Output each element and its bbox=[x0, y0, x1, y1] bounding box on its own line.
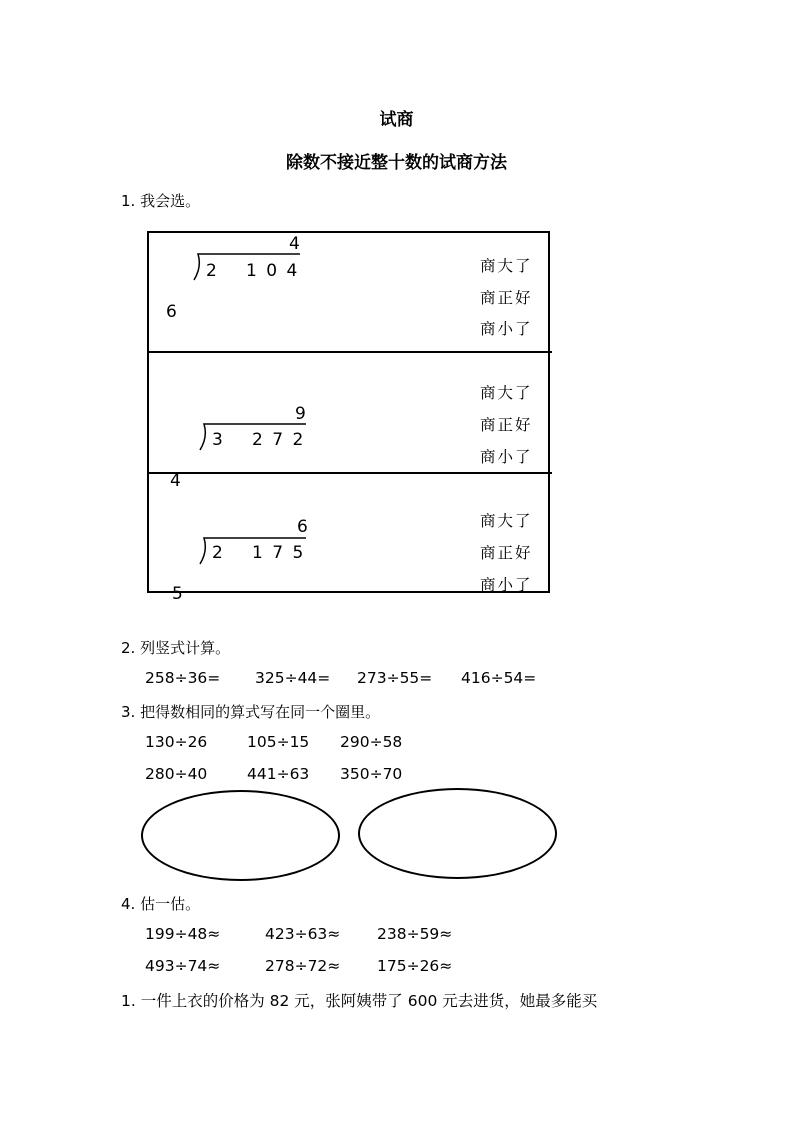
option-too-small[interactable]: 商小了 bbox=[480, 576, 533, 594]
quotient-digit: 9 bbox=[295, 404, 306, 424]
group-expression: 290÷58 bbox=[340, 733, 403, 751]
bottom-digit: 5 bbox=[172, 584, 183, 604]
quotient-digit: 4 bbox=[289, 234, 300, 254]
divisor-digit: 3 bbox=[212, 430, 223, 450]
group-expression: 350÷70 bbox=[340, 765, 403, 783]
option-too-big[interactable]: 商大了 bbox=[480, 512, 533, 530]
estimate-expression: 493÷74≈ bbox=[145, 957, 221, 975]
bottom-digit: 6 bbox=[166, 302, 177, 322]
quotient-digit: 6 bbox=[297, 517, 308, 537]
q4-label: 4. 估一估。 bbox=[121, 895, 201, 913]
option-too-big[interactable]: 商大了 bbox=[480, 384, 533, 402]
answer-circle-left[interactable] bbox=[141, 790, 340, 881]
row-divider bbox=[147, 351, 552, 353]
option-too-small[interactable]: 商小了 bbox=[480, 320, 533, 338]
bottom-digit: 4 bbox=[170, 471, 181, 491]
group-expression: 280÷40 bbox=[145, 765, 208, 783]
divisor-digit: 2 bbox=[212, 543, 223, 563]
group-expression: 441÷63 bbox=[247, 765, 310, 783]
option-just-right[interactable]: 商正好 bbox=[480, 416, 533, 434]
row-divider bbox=[147, 472, 552, 474]
estimate-expression: 238÷59≈ bbox=[377, 925, 453, 943]
page-subtitle: 除数不接近整十数的试商方法 bbox=[286, 153, 507, 173]
option-too-small[interactable]: 商小了 bbox=[480, 448, 533, 466]
q3-label: 3. 把得数相同的算式写在同一个圈里。 bbox=[121, 703, 381, 721]
word-problem: 1. 一件上衣的价格为 82 元，张阿姨带了 600 元去进货，她最多能买 bbox=[121, 992, 598, 1010]
estimate-expression: 278÷72≈ bbox=[265, 957, 341, 975]
calc-expression: 273÷55= bbox=[357, 669, 433, 687]
q2-label: 2. 列竖式计算。 bbox=[121, 639, 231, 657]
calc-expression: 258÷36= bbox=[145, 669, 221, 687]
group-expression: 130÷26 bbox=[145, 733, 208, 751]
divisor-digit: 2 bbox=[206, 261, 217, 281]
dividend-digits: 1 7 5 bbox=[252, 543, 306, 563]
group-expression: 105÷15 bbox=[247, 733, 310, 751]
estimate-expression: 423÷63≈ bbox=[265, 925, 341, 943]
calc-expression: 416÷54= bbox=[461, 669, 537, 687]
answer-circle-right[interactable] bbox=[358, 788, 557, 879]
q1-label: 1. 我会选。 bbox=[121, 192, 201, 210]
calc-expression: 325÷44= bbox=[255, 669, 331, 687]
option-too-big[interactable]: 商大了 bbox=[480, 257, 533, 275]
option-just-right[interactable]: 商正好 bbox=[480, 289, 533, 307]
estimate-expression: 175÷26≈ bbox=[377, 957, 453, 975]
page-title: 试商 bbox=[379, 110, 414, 130]
estimate-expression: 199÷48≈ bbox=[145, 925, 221, 943]
option-just-right[interactable]: 商正好 bbox=[480, 544, 533, 562]
dividend-digits: 1 0 4 bbox=[246, 261, 300, 281]
dividend-digits: 2 7 2 bbox=[252, 430, 306, 450]
